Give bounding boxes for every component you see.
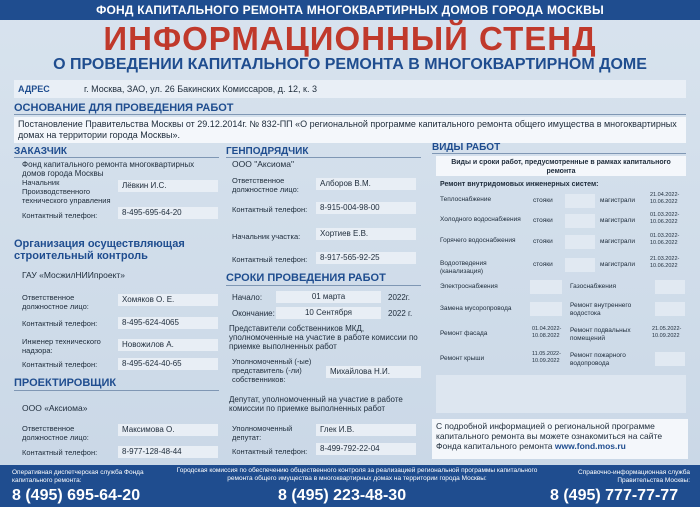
works-gas-box <box>655 280 685 294</box>
contractor-phone-value-2: 8-917-565-92-25 <box>316 252 416 264</box>
works-gas: Газоснабжения <box>570 283 617 290</box>
control-name: ГАУ «МосжилНИИпроект» <box>22 270 126 280</box>
works-row-dates: 01.03.2022-10.06.2022 <box>650 212 680 225</box>
basis-heading: ОСНОВАНИЕ ДЛЯ ПРОВЕДЕНИЯ РАБОТ <box>14 102 234 114</box>
works-row-risers-box <box>565 194 595 208</box>
divider <box>432 153 686 154</box>
terms-end-value: 10 Сентября <box>276 307 381 319</box>
footer-mid-phone: 8 (495) 223-48-30 <box>278 487 407 504</box>
works-electro-box <box>530 280 562 294</box>
control-phone-value-1: 8-495-624-4065 <box>118 317 218 329</box>
page-title: ИНФОРМАЦИОННЫЙ СТЕНД <box>103 20 597 57</box>
owners-rep-label: Уполномоченный (-ые) представитель (-ли) собственников: <box>232 357 312 384</box>
works-heading: ВИДЫ РАБОТ <box>432 142 501 153</box>
customer-heading: ЗАКАЗЧИК <box>14 146 68 157</box>
works-row-dates: 21.03.2022-10.06.2022 <box>650 256 680 269</box>
works-engineering-heading: Ремонт внутридомовых инженерных систем: <box>440 181 599 188</box>
works-row-risers-box <box>565 214 595 228</box>
customer-org: Фонд капитального ремонта многоквартирных домов города Москвы <box>22 160 195 178</box>
customer-chief-value: Лёвкин И.С. <box>118 180 218 192</box>
footer-right-phone: 8 (495) 777-77-77 <box>550 487 679 504</box>
control-phone-value-2: 8-495-624-40-65 <box>118 358 218 370</box>
control-resp-label: Ответственное должностное лицо: <box>22 293 89 311</box>
works-garbage-box <box>530 302 562 316</box>
customer-phone-label: Контактный телефон: <box>22 211 98 220</box>
page-subtitle: О ПРОВЕДЕНИИ КАПИТАЛЬНОГО РЕМОНТА В МНОГОКВАРТИРНОМ ДОМЕ <box>53 56 647 73</box>
footer-left-phone: 8 (495) 695-64-20 <box>12 487 141 504</box>
works-blank-area <box>436 375 686 413</box>
contractor-resp-value: Алборов В.М. <box>316 178 416 190</box>
terms-start-year: 2022г. <box>388 293 410 302</box>
works-row-mains: магистрали <box>600 261 635 268</box>
works-row-mains: магистрали <box>600 238 635 245</box>
customer-phone-value: 8-495-695-64-20 <box>118 207 218 219</box>
works-row-name: Горячего водоснабжения <box>440 237 516 244</box>
divider <box>226 285 421 286</box>
info-site-link[interactable]: www.fond.mos.ru <box>554 441 626 451</box>
terms-end-year: 2022 г. <box>388 309 413 318</box>
works-fire-pipe-box <box>655 352 685 366</box>
terms-heading: СРОКИ ПРОВЕДЕНИЯ РАБОТ <box>226 272 386 284</box>
basis-text: Постановление Правительства Москвы от 29.12.2014г. № 832-ПП «О региональной программе капитального ремонта общего имущества в многоквартирных домах на территории города Москвы». <box>14 117 686 143</box>
works-row-risers: стояки <box>533 217 553 224</box>
works-row-risers: стояки <box>533 261 553 268</box>
deputy-phone-value: 8-499-792-22-04 <box>316 443 416 455</box>
designer-phone-value: 8-977-128-48-44 <box>118 446 218 458</box>
deputy-label: Уполномоченный депутат: <box>232 424 293 442</box>
owners-rep-value: Михайлова Н.И. <box>326 366 421 378</box>
contractor-heading: ГЕНПОДРЯДЧИК <box>226 146 309 157</box>
works-garbage: Замена мусоропровода <box>440 305 512 312</box>
works-row-name: Водоотведения (канализация) <box>440 260 487 275</box>
works-fire-pipe: Ремонт пожарного водопровода <box>570 352 626 367</box>
control-eng-value: Новожилов А. <box>118 339 218 351</box>
works-row-dates: 21.04.2022-10.06.2022 <box>650 192 680 205</box>
designer-phone-label: Контактный телефон: <box>22 448 98 457</box>
deputy-value: Глек И.В. <box>316 424 416 436</box>
works-row-risers: стояки <box>533 197 553 204</box>
deputy-phone-label: Контактный телефон: <box>232 447 308 456</box>
works-row-risers-box <box>565 258 595 272</box>
works-facade-dates: 01.04.2022-10.08.2022 <box>532 326 562 339</box>
owners-rep-heading: Представители собственников МКД, уполномоченные на участие в работе комиссии по приемке выполненных работ <box>229 324 418 351</box>
contractor-phone-label-1: Контактный телефон: <box>232 205 308 214</box>
works-roof-dates: 11.05.2022-10.09.2022 <box>532 351 561 364</box>
works-facade: Ремонт фасада <box>440 330 488 337</box>
control-eng-label: Инженер технического надзора: <box>22 337 101 355</box>
divider <box>14 390 219 391</box>
works-subheading: Виды и сроки работ, предусмотренные в рамках капитального ремонта <box>436 156 686 176</box>
works-drain-box <box>655 302 685 316</box>
footer <box>0 465 700 507</box>
works-electro: Электроснабжения <box>440 283 498 290</box>
terms-start-label: Начало: <box>232 293 263 302</box>
works-row-risers-box <box>565 235 595 249</box>
divider <box>226 157 421 158</box>
deputy-heading: Депутат, уполномоченный на участие в работе комиссии по приемке выполненных работ <box>229 395 403 413</box>
customer-chief-label: Начальник Производственного технического управления <box>22 178 111 205</box>
works-row-dates: 01.03.2022-10.06.2022 <box>650 233 680 246</box>
terms-start-value: 01 марта <box>276 291 381 303</box>
address-row <box>14 80 686 98</box>
control-phone-label-1: Контактный телефон: <box>22 319 98 328</box>
divider <box>14 114 686 115</box>
control-heading: Организация осуществляющая строительный контроль <box>14 238 185 262</box>
address-value: г. Москва, ЗАО, ул. 26 Бакинских Комиссаров, д. 12, к. 3 <box>84 84 318 94</box>
contractor-site-label: Начальник участка: <box>232 232 301 241</box>
terms-end-label: Окончание: <box>232 309 275 318</box>
designer-resp-label: Ответственное должностное лицо: <box>22 424 89 442</box>
contractor-site-value: Хортиев Е.В. <box>316 228 416 240</box>
address-label: АДРЕС <box>18 84 50 94</box>
works-drain: Ремонт внутреннего водостока <box>570 302 632 317</box>
works-basement: Ремонт подвальных помещений <box>570 327 631 342</box>
designer-name: ООО «Аксиома» <box>22 403 88 413</box>
control-resp-value: Хомяков О. Е. <box>118 294 218 306</box>
works-row-risers: стояки <box>533 238 553 245</box>
divider <box>14 157 219 158</box>
top-banner: ФОНД КАПИТАЛЬНОГО РЕМОНТА МНОГОКВАРТИРНЫХ ДОМОВ ГОРОДА МОСКВЫ <box>0 0 700 20</box>
designer-resp-value: Максимова О. <box>118 424 218 436</box>
works-row-mains: магистрали <box>600 217 635 224</box>
footer-left-text: Оперативная диспетчерская служба Фонда капитального ремонта: <box>12 469 144 484</box>
contractor-phone-label-2: Контактный телефон: <box>232 255 308 264</box>
footer-mid-text: Городская комиссия по обеспечению общественного контроля за реализацией региональной программы капитального ремонта общего имущества в многоквартирных домах на территории города Москвы: <box>176 467 538 482</box>
works-roof: Ремонт крыши <box>440 355 485 362</box>
works-row-name: Теплоснабжение <box>440 196 492 203</box>
control-phone-label-2: Контактный телефон: <box>22 360 98 369</box>
contractor-name: ООО "Аксиома" <box>232 159 295 169</box>
works-basement-dates: 21.05.2022-10.09.2022 <box>652 326 682 339</box>
works-row-name: Холодного водоснабжения <box>440 216 521 223</box>
footer-right-text: Справочно-информационная служба Правительства Москвы: <box>578 469 690 484</box>
contractor-resp-label: Ответственное должностное лицо: <box>232 176 299 194</box>
works-row-mains: магистрали <box>600 197 635 204</box>
contractor-phone-value-1: 8-915-004-98-00 <box>316 202 416 214</box>
info-note <box>432 419 688 459</box>
info-note-text: С подробной информацией о региональной программе капитального ремонта вы можете ознакомиться на сайте Фонда капитального ремонта <box>436 421 663 451</box>
designer-heading: ПРОЕКТИРОВЩИК <box>14 377 117 389</box>
